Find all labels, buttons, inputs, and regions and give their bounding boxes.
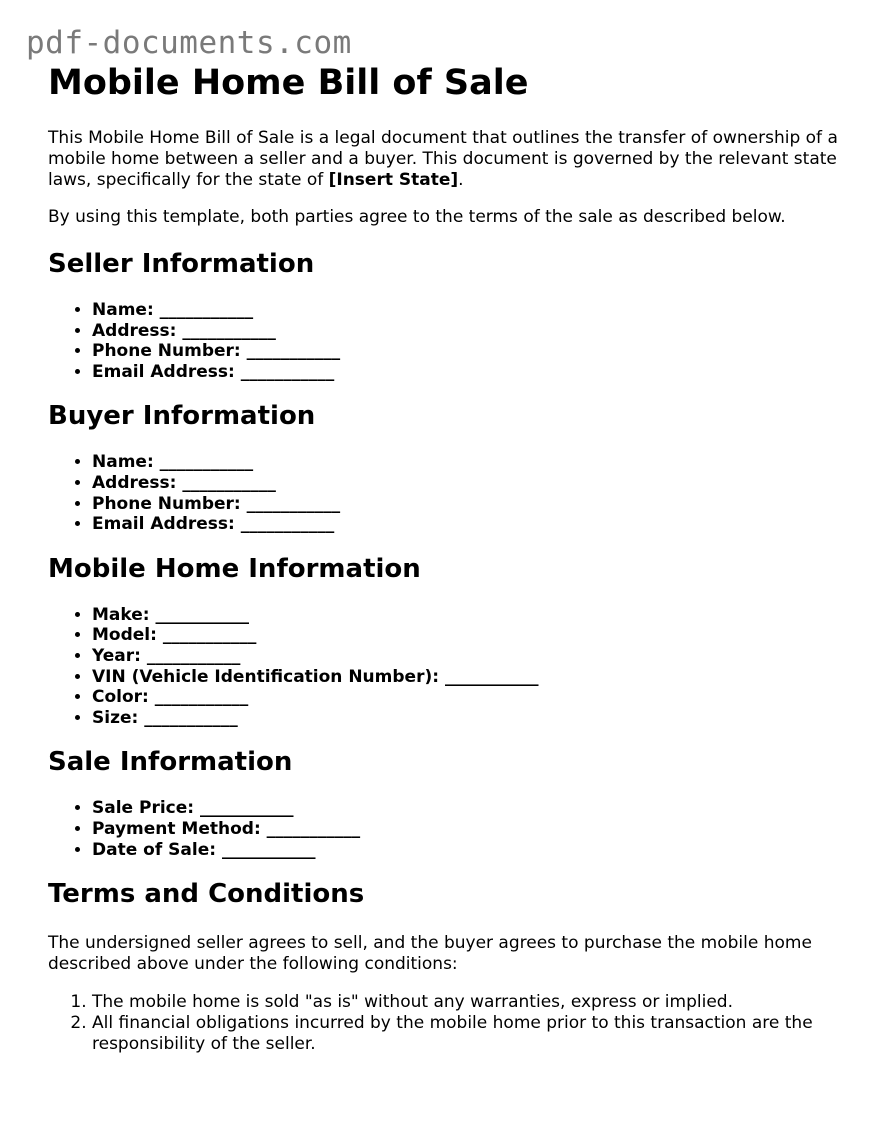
state-placeholder: [Insert State] — [328, 170, 459, 190]
form-field-item — [92, 687, 848, 708]
field-label: Email Address: — [92, 361, 235, 382]
fill-in-blank[interactable]: ___________ — [182, 472, 276, 493]
fill-in-blank[interactable]: ___________ — [146, 645, 241, 666]
fill-in-blank[interactable]: ___________ — [444, 666, 539, 687]
agreement-paragraph: By using this template, both parties agree to the terms of the sale as described below. — [48, 207, 786, 227]
seller-heading: Seller Information — [48, 249, 315, 279]
fill-in-blank[interactable]: ___________ — [246, 341, 341, 362]
fill-in-blank[interactable]: ___________ — [240, 361, 335, 382]
form-field-item — [92, 321, 848, 342]
mobile-home-heading: Mobile Home Information — [48, 553, 421, 584]
intro-paragraph — [48, 128, 848, 191]
fill-in-blank[interactable]: ___________ — [144, 707, 238, 728]
buyer-heading: Buyer Information — [48, 401, 316, 432]
form-field-item — [92, 494, 848, 515]
form-field-item — [92, 300, 848, 321]
field-label: Payment Method: — [92, 818, 261, 839]
fill-in-blank[interactable]: ___________ — [162, 625, 257, 646]
watermark-logo: pdf-documents.com — [26, 25, 352, 61]
form-field-item — [92, 341, 848, 362]
field-label: Sale Price: — [92, 798, 195, 819]
fill-in-blank[interactable]: ___________ — [159, 452, 254, 473]
form-field-item — [92, 362, 848, 383]
terms-conditions-list — [48, 992, 848, 1055]
form-field-item — [92, 840, 848, 861]
field-label: Phone Number: — [92, 493, 241, 514]
terms-heading: Terms and Conditions — [48, 879, 365, 910]
field-label: Size: — [92, 707, 139, 728]
fill-in-blank[interactable]: ___________ — [240, 514, 335, 535]
fill-in-blank[interactable]: ___________ — [154, 687, 249, 708]
form-field-item — [92, 625, 848, 646]
document-body — [48, 62, 848, 1055]
condition-item: 1. The mobile home is sold "as is" without any warranties, express or implied. — [92, 992, 848, 1013]
fill-in-blank[interactable]: ___________ — [155, 604, 249, 625]
buyer-fields — [48, 452, 848, 534]
fill-in-blank[interactable]: ___________ — [266, 818, 361, 839]
sale-fields — [48, 798, 848, 860]
form-field-item — [92, 605, 848, 626]
field-label: Address: — [92, 320, 177, 341]
sale-heading: Sale Information — [48, 747, 293, 778]
intro-text: This Mobile Home Bill of Sale is a legal document that outlines the transfer of ownership of a mobile home between a seller and a buyer. This document is governed by the relevant state laws, specifically for the state of — [48, 128, 838, 190]
field-label: Date of Sale: — [92, 839, 217, 860]
form-field-item — [92, 708, 848, 729]
field-label: Name: — [92, 300, 154, 320]
fill-in-blank[interactable]: ___________ — [246, 493, 341, 514]
field-label: Make: — [92, 604, 150, 625]
form-field-item — [92, 514, 848, 535]
terms-intro: The undersigned seller agrees to sell, and the buyer agrees to purchase the mobile home described above under the following conditions: — [48, 933, 812, 975]
field-label: Email Address: — [92, 514, 235, 535]
fill-in-blank[interactable]: ___________ — [221, 839, 316, 860]
field-label: VIN (Vehicle Identification Number): — [92, 666, 440, 687]
fill-in-blank[interactable]: ___________ — [159, 300, 254, 320]
mobile-home-fields — [48, 605, 848, 729]
field-label: Color: — [92, 687, 149, 708]
field-label: Model: — [92, 625, 157, 646]
fill-in-blank[interactable]: ___________ — [182, 320, 276, 341]
seller-fields — [48, 300, 848, 382]
form-field-item — [92, 646, 848, 667]
field-label: Phone Number: — [92, 341, 241, 362]
intro-text-end: . — [458, 170, 464, 190]
document-title: Mobile Home Bill of Sale — [48, 63, 529, 103]
field-label: Name: — [92, 452, 154, 473]
form-field-item — [92, 452, 848, 473]
condition-item: 2. All financial obligations incurred by the mobile home prior to this transaction are the responsibility of the seller. — [92, 1013, 848, 1055]
form-field-item — [92, 819, 848, 840]
form-field-item — [92, 667, 848, 688]
field-label: Address: — [92, 472, 177, 493]
form-field-item — [92, 798, 848, 819]
fill-in-blank[interactable]: ___________ — [200, 798, 294, 819]
form-field-item — [92, 473, 848, 494]
field-label: Year: — [92, 645, 141, 666]
